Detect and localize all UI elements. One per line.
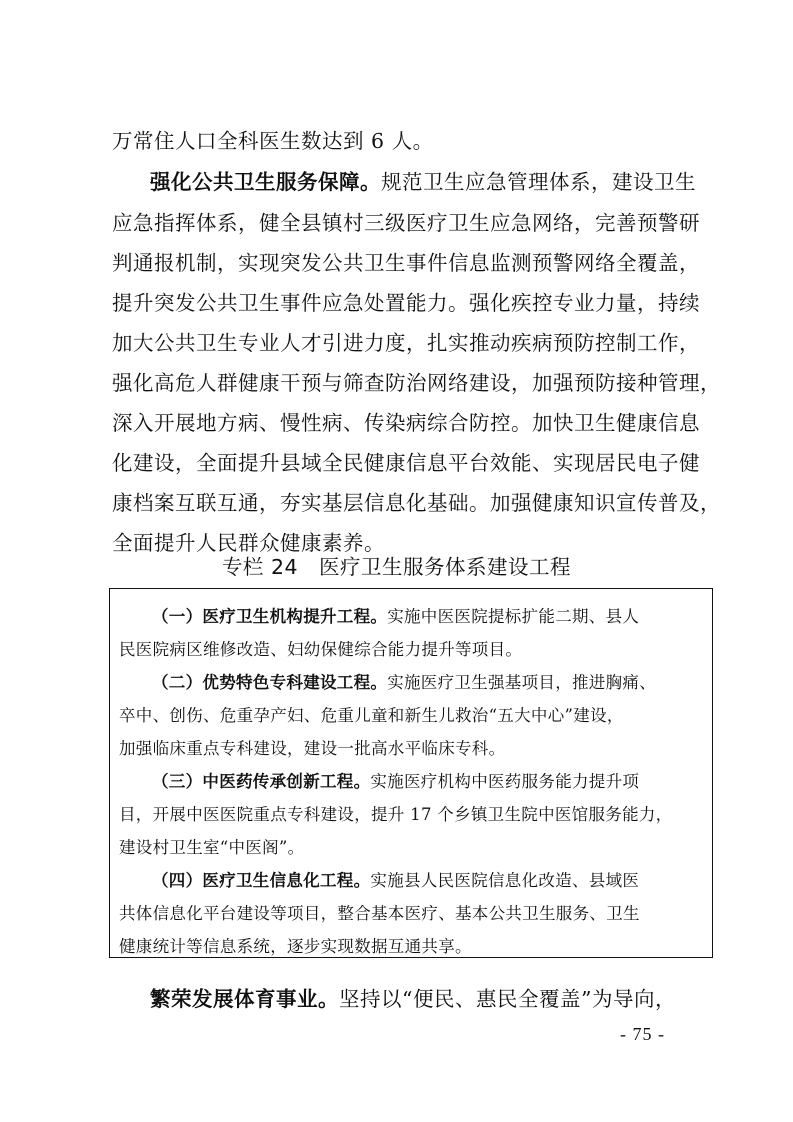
text-line: 全面提升人民群众健康素养。 [112, 531, 385, 555]
column-item-line: 目，开展中医医院重点专科建设，提升 17 个乡镇卫生院中医馆服务能力， [119, 805, 673, 824]
page-number: - 75 - [620, 1024, 665, 1044]
text-line: 化建设，全面提升县域全民健康信息平台效能、实现居民电子健 [112, 451, 700, 475]
column-item-first-line [152, 603, 639, 627]
text-line: 加大公共卫生专业人才引进力度，扎实推动疾病预防控制工作， [112, 331, 700, 355]
text-line: 强化高危人群健康干预与筛查防治网络建设，加强预防接种管理， [112, 371, 721, 395]
column-item-text: 实施医疗卫生强基项目，推进胸痛、 [387, 673, 657, 692]
column-item-first-line [152, 768, 639, 792]
column-item-line: 卒中、创伤、危重孕产妇、危重儿童和新生儿救治“五大中心”建设， [119, 706, 624, 725]
column-item-text: 实施县人民医院信息化改造、县域医 [370, 871, 640, 890]
text-line: 康档案互联互通，夯实基层信息化基础。加强健康知识宣传普及， [112, 491, 721, 515]
column-item-line: 民医院病区维修改造、妇幼保健综合能力提升等项目。 [119, 640, 523, 659]
column-item-line: 健康统计等信息系统，逐步实现数据互通共享。 [119, 937, 472, 956]
final-paragraph-line [150, 982, 676, 1012]
text-line: 判通报机制，实现突发公共卫生事件信息监测预警网络全覆盖， [112, 251, 700, 275]
section-heading-line [150, 165, 696, 195]
text-line: 提升突发公共卫生事件应急处置能力。强化疾控专业力量，持续 [112, 291, 700, 315]
column-item-heading: （三）中医药传承创新工程。 [152, 772, 371, 791]
text-line: 万常住人口全科医生数达到 6 人。 [112, 129, 434, 153]
section-heading-rest: 规范卫生应急管理体系，建设卫生 [381, 170, 696, 194]
column-title: 专栏 24 医疗卫生服务体系建设工程 [221, 555, 572, 579]
column-item-text: 实施中医医院提标扩能二期、县人 [387, 607, 640, 626]
text-line: 深入开展地方病、慢性病、传染病综合防控。加快卫生健康信息 [112, 411, 700, 435]
column-item-first-line [152, 867, 639, 891]
column-item-text: 实施医疗机构中医药服务能力提升项 [370, 772, 640, 791]
column-item-first-line [152, 669, 656, 693]
text-line: 应急指挥体系，健全县镇村三级医疗卫生应急网络，完善预警研 [112, 211, 700, 235]
column-item-heading: （四）医疗卫生信息化工程。 [152, 871, 371, 890]
final-paragraph-heading: 繁荣发展体育事业。 [150, 987, 339, 1011]
column-item-line: 建设村卫生室“中医阁”。 [119, 838, 305, 857]
column-item-heading: （一）医疗卫生机构提升工程。 [152, 607, 388, 626]
column-item-line: 共体信息化平台建设等项目，整合基本医疗、基本公共卫生服务、卫生 [119, 904, 640, 923]
column-item-line: 加强临床重点专科建设，建设一批高水平临床专科。 [119, 739, 506, 758]
final-paragraph-text: 坚持以“便民、惠民全覆盖”为导向， [339, 987, 676, 1011]
column-item-heading: （二）优势特色专科建设工程。 [152, 673, 388, 692]
section-heading-bold: 强化公共卫生服务保障。 [150, 170, 381, 194]
